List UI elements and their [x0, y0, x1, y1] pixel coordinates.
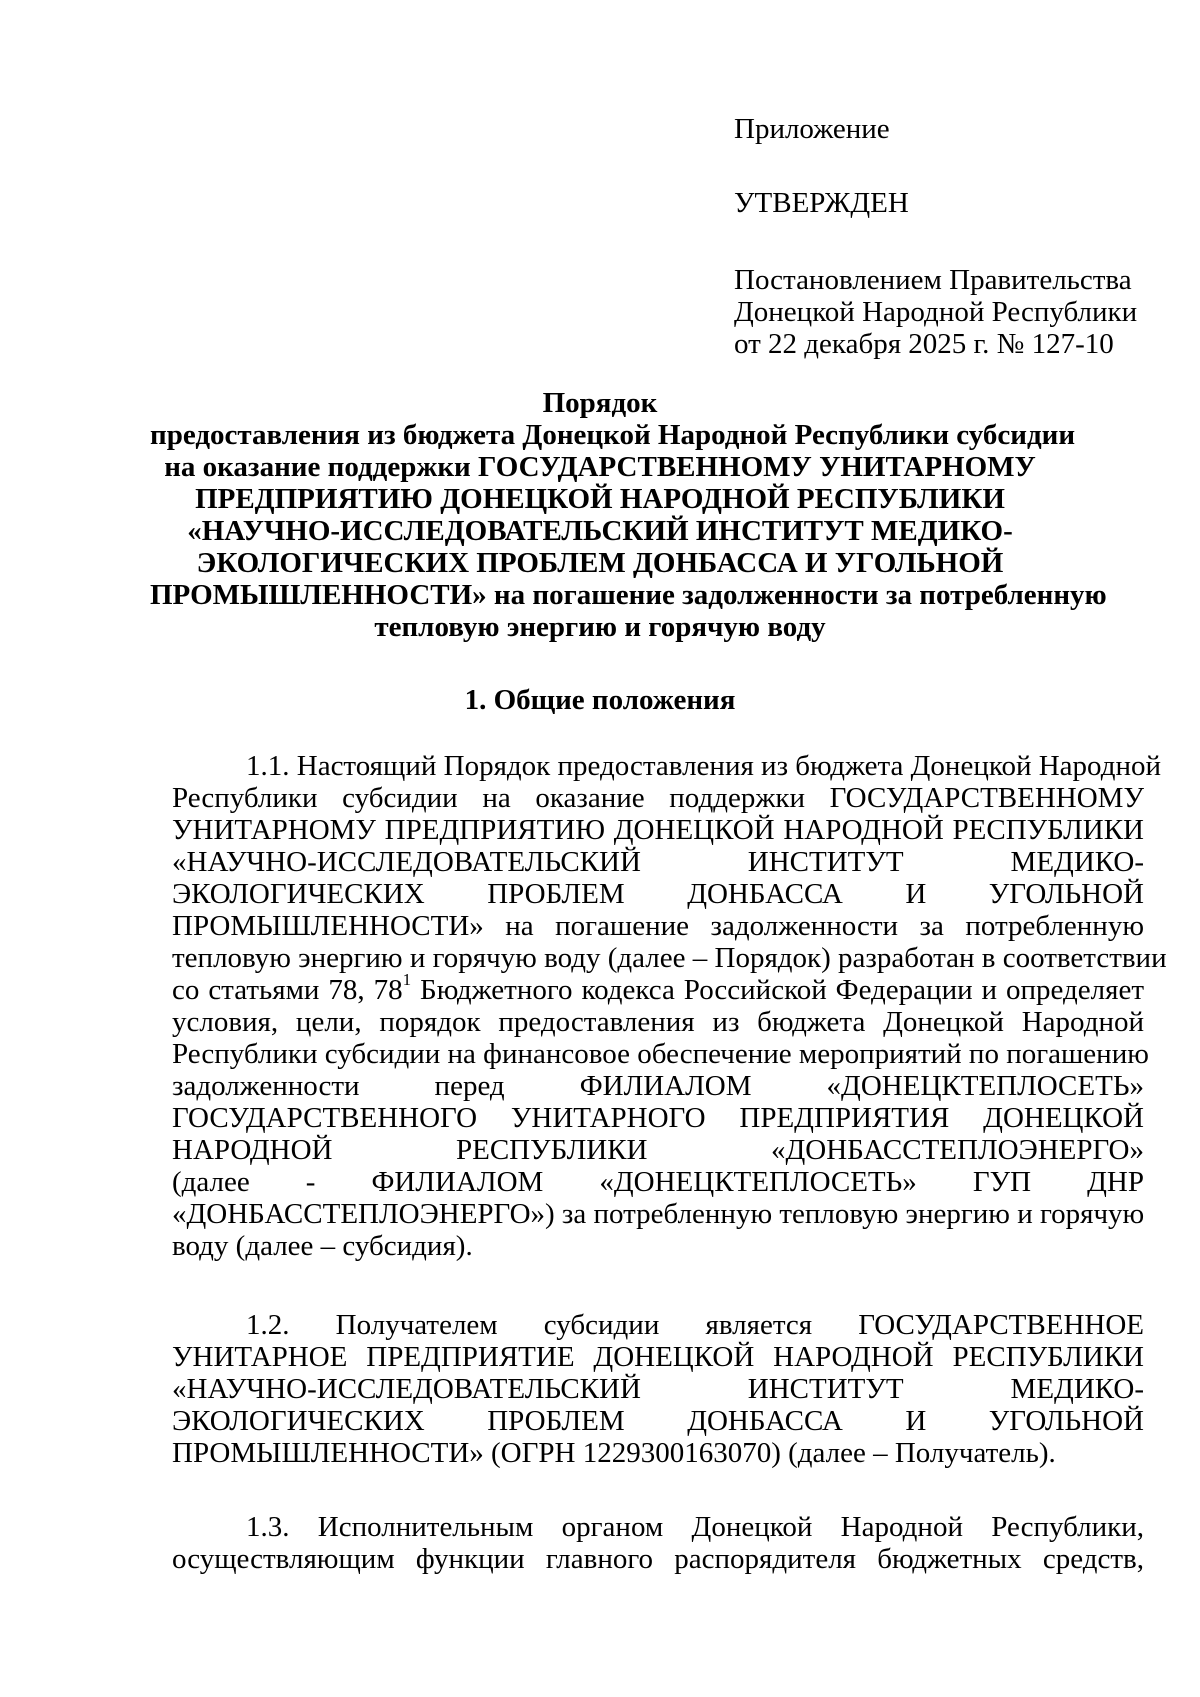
text-line: УНИТАРНОМУ ПРЕДПРИЯТИЮ ДОНЕЦКОЙ НАРОДНОЙ РЕСПУБЛИКИ [172, 814, 1144, 846]
superscript: 1 [402, 970, 412, 990]
text-line: тепловую энергию и горячую воду (далее – Порядок) разработан в соответствии [172, 942, 1167, 974]
title-line: ПРЕДПРИЯТИЮ ДОНЕЦКОЙ НАРОДНОЙ РЕСПУБЛИКИ [195, 483, 1005, 515]
title-line: ЭКОЛОГИЧЕСКИХ ПРОБЛЕМ ДОНБАССА И УГОЛЬНОЙ [196, 547, 1004, 579]
paragraph-1-2 [172, 1309, 1144, 1469]
appendix-label: Приложение [734, 113, 890, 145]
title-line: ПРОМЫШЛЕННОСТИ» на погашение задолженности за потребленную [150, 579, 1107, 611]
text-line: воду (далее – субсидия). [172, 1230, 473, 1262]
text-line: (далее - ФИЛИАЛОМ «ДОНЕЦКТЕПЛОСЕТЬ» ГУП ДНР [172, 1166, 1144, 1198]
text-line: ПРОМЫШЛЕННОСТИ» на погашение задолженности за потребленную [172, 910, 1144, 942]
text-line: ГОСУДАРСТВЕННОГО УНИТАРНОГО ПРЕДПРИЯТИЯ ДОНЕЦКОЙ [172, 1102, 1144, 1134]
text-line: задолженности перед ФИЛИАЛОМ «ДОНЕЦКТЕПЛОСЕТЬ» [172, 1070, 1144, 1102]
resolution-line: Постановлением Правительства [734, 264, 1132, 296]
text-line: 1.1. Настоящий Порядок предоставления из бюджета Донецкой Народной [246, 750, 1162, 782]
title-line: тепловую энергию и горячую воду [374, 611, 826, 643]
approval-block [734, 113, 1174, 360]
text-fragment: со статьями 78, 78 [172, 974, 403, 1006]
approved-label: УТВЕРЖДЕН [734, 187, 909, 219]
text-fragment: Бюджетного кодекса Российской Федерации и определяет [420, 974, 1145, 1006]
text-line: Республики субсидии на оказание поддержки ГОСУДАРСТВЕННОМУ [172, 782, 1144, 814]
text-line: Республики субсидии на финансовое обеспечение мероприятий по погашению [172, 1038, 1149, 1070]
text-line: ЭКОЛОГИЧЕСКИХ ПРОБЛЕМ ДОНБАССА И УГОЛЬНОЙ [172, 1405, 1144, 1437]
title-line: предоставления из бюджета Донецкой Народной Республики субсидии [150, 419, 1076, 451]
text-line: «ДОНБАССТЕПЛОЭНЕРГО») за потребленную тепловую энергию и горячую [172, 1198, 1145, 1230]
section-heading: 1. Общие положения [464, 684, 736, 716]
text-line: НАРОДНОЙ РЕСПУБЛИКИ «ДОНБАССТЕПЛОЭНЕРГО» [172, 1134, 1144, 1166]
text-line: 1.3. Исполнительным органом Донецкой Народной Республики, [246, 1511, 1144, 1543]
text-line: «НАУЧНО-ИССЛЕДОВАТЕЛЬСКИЙ ИНСТИТУТ МЕДИКО- [172, 846, 1144, 878]
text-line: ЭКОЛОГИЧЕСКИХ ПРОБЛЕМ ДОНБАССА И УГОЛЬНОЙ [172, 878, 1144, 910]
text-line: «НАУЧНО-ИССЛЕДОВАТЕЛЬСКИЙ ИНСТИТУТ МЕДИКО- [172, 1373, 1144, 1405]
title-line: Порядок [542, 387, 658, 419]
text-line: осуществляющим функции главного распорядителя бюджетных средств, [172, 1543, 1144, 1575]
text-line: ПРОМЫШЛЕННОСТИ» (ОГРН 1229300163070) (далее – Получатель). [172, 1437, 1056, 1469]
resolution-line: Донецкой Народной Республики [734, 296, 1138, 328]
resolution-line: от 22 декабря 2025 г. № 127-10 [734, 328, 1114, 360]
title-line: на оказание поддержки ГОСУДАРСТВЕННОМУ УНИТАРНОМУ [164, 451, 1036, 483]
paragraph-1-1 [172, 750, 1167, 1262]
paragraph-1-3 [172, 1511, 1144, 1575]
text-line: условия, цели, порядок предоставления из бюджета Донецкой Народной [172, 1006, 1144, 1038]
text-line: УНИТАРНОЕ ПРЕДПРИЯТИЕ ДОНЕЦКОЙ НАРОДНОЙ РЕСПУБЛИКИ [172, 1341, 1144, 1373]
document-title [150, 387, 1107, 643]
text-line: 1.2. Получателем субсидии является ГОСУДАРСТВЕННОЕ [246, 1309, 1144, 1341]
text-line [172, 970, 1145, 1006]
title-line: «НАУЧНО-ИССЛЕДОВАТЕЛЬСКИЙ ИНСТИТУТ МЕДИКО- [187, 515, 1013, 547]
